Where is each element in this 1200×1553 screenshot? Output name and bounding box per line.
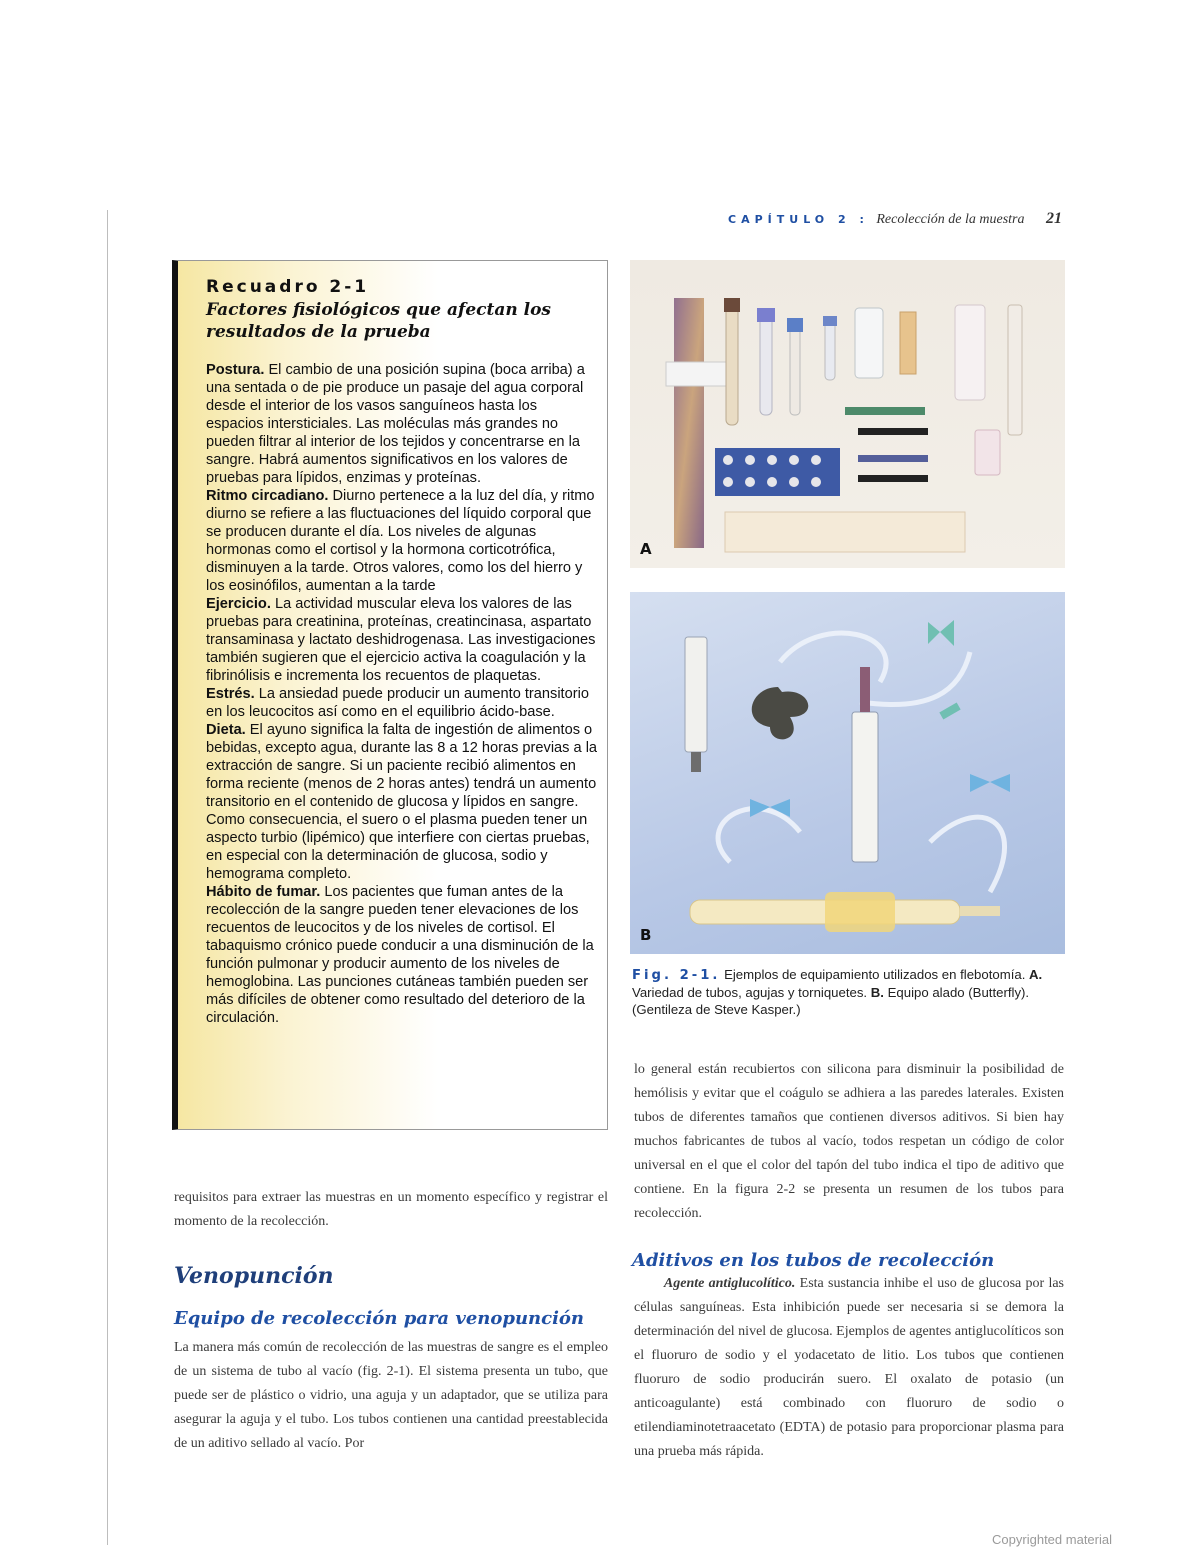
- running-head: [600, 210, 1062, 228]
- box-entry-dieta: [206, 721, 598, 883]
- equipment-illustration-a: [630, 260, 1065, 568]
- entry-term: Ejercicio.: [206, 596, 271, 612]
- heading-equipo: Equipo de recolección para venopunción: [174, 1308, 585, 1329]
- right-paragraph-2: [634, 1272, 1064, 1464]
- box-label: Recuadro 2-1: [206, 277, 370, 297]
- copyright-notice: Copyrighted material: [992, 1532, 1112, 1547]
- figure-a-photo: [630, 260, 1065, 568]
- entry-text: La actividad muscular eleva los valores de las pruebas para creatinina, proteínas, creatincinasa, aspartato transaminasa y lactato deshidrogenasa. Las investigaciones también sugieren que el ejercicio activa la coagulación y la fibrinólisis e incrementa los recuentos de plaquetas.: [206, 596, 596, 684]
- right-paragraph-2-text: Esta sustancia inhibe el uso de glucosa por las células sanguíneas. Esta inhibición puede ser necesaria si se demora la determinación del nivel de glucosa. Ejemplos de agentes antiglucolíticos son el fluoruro de sodio y el yodacetato de litio. Los tubos que contienen fluoruro de sodio producirán suero. El oxalato de potasio (un anticoagulante) está combinado con fluoruro de sodio o etilendiaminotetraacetato (EDTA) de potasio para proporcionar plasma para una prueba más rápida.: [634, 1276, 1064, 1459]
- entry-term: Ritmo circadiano.: [206, 488, 329, 504]
- section-title: Recolección de la muestra: [876, 212, 1025, 227]
- left-body-paragraph: La manera más común de recolección de las muestras de sangre es el empleo de un sistema de tubo al vacío (fig. 2-1). El sistema presenta un tubo, que puede ser de plástico o vidrio, una aguja y un adaptador, que se utiliza para asegurar la aguja y el tubo. Los tubos contienen una cantidad preestablecida de un aditivo sellado al vacío. Por: [174, 1340, 608, 1451]
- entry-text: El cambio de una posición supina (boca arriba) a una sentada o de pie produce un pasaje del agua corporal desde el interior de los vasos sanguíneos hasta los espacios intersticiales. Las moléculas más grandes no pueden filtrar al interior de los tejidos y concentrarse en la sangre. Habrá aumentos significativos en los valores de pruebas para lípidos, enzimas y proteínas.: [206, 362, 585, 486]
- sidebar-box: [172, 260, 608, 1130]
- left-intro-paragraph: requisitos para extraer las muestras en un momento específico y registrar el momento de la recolección.: [174, 1190, 608, 1229]
- box-entry-ejercicio: [206, 595, 598, 685]
- figure-b-photo: [630, 592, 1065, 954]
- caption-label: Fig. 2-1.: [632, 968, 721, 983]
- box-body: [206, 361, 598, 1027]
- equipment-illustration-b: [630, 592, 1065, 954]
- heading-aditivos: Aditivos en los tubos de recolección: [632, 1250, 995, 1271]
- entry-term: Hábito de fumar.: [206, 884, 321, 900]
- heading-venopuncion: Venopunción: [174, 1263, 334, 1289]
- entry-text: Diurno pertenece a la luz del día, y ritmo diurno se refiere a las fluctuaciones del líquido corporal que se producen durante el día. Los niveles de algunas hormonas como el cortisol y la hormona corticotrófica, disminuyen a la tarde. Otros valores, como los del hierro y los eosinófilos, aumentan a la tarde: [206, 488, 595, 594]
- page-number: 21: [1046, 210, 1062, 227]
- box-entry-postura: [206, 361, 598, 487]
- caption-a-label: A.: [1029, 967, 1043, 982]
- figure-a-letter: A: [640, 540, 652, 558]
- figure-b-letter: B: [640, 926, 652, 944]
- margin-rule: [107, 210, 108, 1545]
- caption-b-text: Equipo alado (Butterfly). (Gentileza de Steve Kasper.): [632, 985, 1030, 1017]
- chapter-label: CAPÍTULO 2 :: [728, 213, 869, 226]
- caption-text: Ejemplos de equipamiento utilizados en flebotomía.: [720, 967, 1030, 982]
- right-paragraph-1: lo general están recubiertos con silicona para disminuir la posibilidad de hemólisis y evitar que el coágulo se adhiera a las paredes laterales. Existen tubos de diferentes tamaños que contienen diversos aditivos. Si bien hay muchos fabricantes de tubos al vacío, todos respetan un código de color universal en el que el color del tapón del tubo indica el tipo de aditivo que contiene. En la figura 2-2 se presenta un resumen de los tubos para recolección.: [634, 1062, 1064, 1221]
- entry-text: La ansiedad puede producir un aumento transitorio en los leucocitos así como en el equilibrio ácido-base.: [206, 686, 589, 720]
- box-title: Factores fisiológicos que afectan los resultados de la prueba: [206, 300, 551, 342]
- runin-term: Agente antiglucolítico.: [663, 1276, 796, 1291]
- entry-term: Dieta.: [206, 722, 246, 738]
- caption-b-label: B.: [870, 985, 884, 1000]
- figure-caption: [632, 966, 1066, 1018]
- caption-a-text: Variedad de tubos, agujas y torniquetes.: [632, 985, 871, 1000]
- entry-term: Estrés.: [206, 686, 255, 702]
- box-entry-fumar: [206, 883, 598, 1027]
- entry-term: Postura.: [206, 362, 265, 378]
- box-entry-estres: [206, 685, 598, 721]
- box-entry-ritmo: [206, 487, 598, 595]
- entry-text: Los pacientes que fuman antes de la recolección de la sangre pueden tener elevaciones de los recuentos de leucocitos y de los niveles de cortisol. El tabaquismo crónico puede conducir a una disminución de la función pulmonar y producir aumento de los niveles de hemoglobina. Las punciones cutáneas también pueden ser más difíciles de obtener como resultado del deterioro de la circulación.: [206, 884, 594, 1026]
- entry-text: El ayuno significa la falta de ingestión de alimentos o bebidas, excepto agua, durante las 8 a 12 horas previas a la extracción de sangre. Si un paciente recibió alimentos en forma reciente (menos de 2 horas antes) tendrá un aumento transitorio en el contenido de glucosa y lípidos en sangre. Como consecuencia, el suero o el plasma pueden tener un aspecto turbio (lipémico) que interfiere con ciertas pruebas, en especial con la determinación de glucosa, sodio y hemograma completo.: [206, 722, 598, 882]
